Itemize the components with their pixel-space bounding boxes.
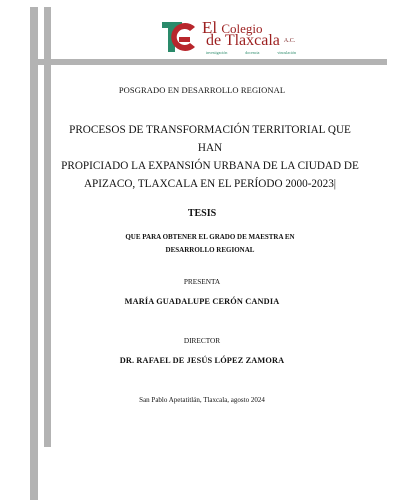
degree-statement [115, 231, 305, 257]
thesis-title-line: APIZACO, TLAXCALA EN EL PERÍODO 2000-2023| [83, 178, 337, 190]
director-label: DIRECTOR [183, 336, 221, 345]
left-border-bar-outer [30, 7, 38, 500]
logo-tag-2: docencia [245, 50, 260, 55]
place-and-date: San Pablo Apetatitlán, Tlaxcala, agosto 2024 [139, 396, 265, 404]
logo-tagline [206, 50, 296, 55]
left-border-bar-inner [44, 7, 51, 447]
logo-word-colegio: Colegio [221, 21, 263, 36]
director-name: DR. RAFAEL DE JESÚS LÓPEZ ZAMORA [119, 356, 285, 365]
logo-tag-3: vinculación [277, 50, 296, 55]
thesis-title-line: PROCESOS DE TRANSFORMACIÓN TERRITORIAL QUE HAN [69, 124, 351, 154]
degree-statement-line: DESARROLLO REGIONAL [165, 246, 255, 254]
top-border-bar [30, 59, 387, 65]
logo-word-de: de [206, 32, 222, 49]
college-logo-mark-icon [159, 18, 199, 56]
college-logo [159, 18, 295, 56]
logo-suffix: A.C. [283, 38, 296, 44]
author-name: MARÍA GUADALUPE CERÓN CANDIA [124, 297, 280, 306]
logo-tag-1: investigación [206, 50, 228, 55]
logo-word-el: El [202, 18, 218, 37]
program-name: POSGRADO EN DESARROLLO REGIONAL [118, 85, 286, 95]
thesis-title [60, 121, 360, 193]
thesis-title-line: PROPICIADO LA EXPANSIÓN URBANA DE LA CIUDAD DE [61, 160, 359, 172]
presenta-label: PRESENTA [183, 277, 221, 286]
logo-word-tlaxcala: Tlaxcala [224, 32, 280, 49]
logo-line-2 [206, 33, 295, 49]
degree-statement-line: QUE PARA OBTENER EL GRADO DE MAESTRA EN [125, 233, 295, 241]
document-type: TESIS [187, 208, 217, 219]
